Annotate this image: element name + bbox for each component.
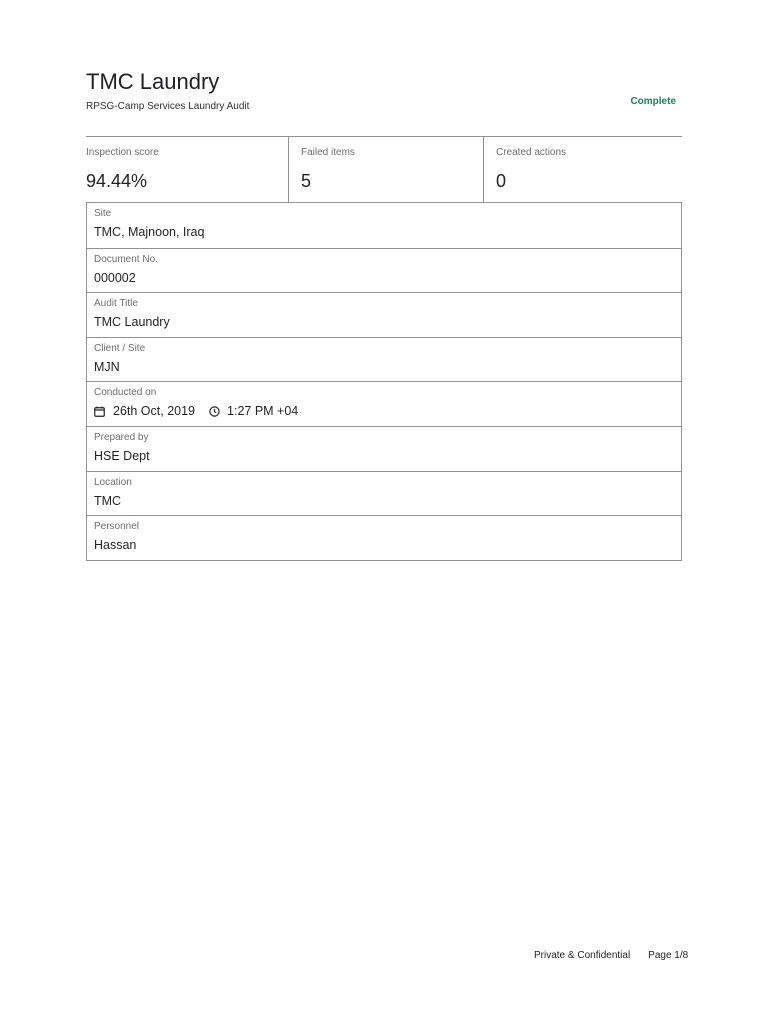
stat-inspection-score	[86, 137, 289, 203]
field-label: Location	[94, 476, 132, 488]
field-label: Personnel	[94, 521, 140, 533]
field-value: TMC, Majnoon, Iraq	[94, 225, 205, 239]
field-value: TMC	[94, 493, 122, 508]
summary-stats	[86, 137, 682, 203]
field-value: Hassan	[94, 538, 137, 553]
page-title: TMC Laundry	[86, 69, 220, 94]
field-personnel	[87, 515, 681, 560]
field-document-no	[87, 248, 681, 293]
field-site	[87, 203, 681, 248]
page-number: Page 1/8	[648, 950, 689, 961]
field-audit-title	[87, 292, 681, 337]
status-badge: Complete	[630, 96, 676, 107]
conducted-date: 26th Oct, 2019	[113, 404, 196, 419]
field-label: Conducted on	[94, 387, 157, 399]
field-value: MJN	[94, 359, 120, 374]
field-location	[87, 471, 681, 516]
page-subtitle: RPSG-Camp Services Laundry Audit	[86, 101, 250, 112]
clock-icon	[209, 406, 220, 417]
stat-value: 5	[301, 171, 312, 191]
stat-label: Inspection score	[86, 147, 159, 158]
field-label: Document No.	[94, 253, 158, 265]
field-value: 000002	[94, 270, 136, 285]
field-label: Prepared by	[94, 431, 149, 443]
field-label: Client / Site	[94, 342, 146, 354]
stat-label: Created actions	[496, 147, 567, 158]
field-label: Audit Title	[94, 298, 138, 310]
field-client-site	[87, 337, 681, 382]
stat-value: 0	[496, 171, 507, 191]
conducted-datetime	[94, 404, 298, 418]
stat-created-actions	[484, 137, 682, 203]
field-value: HSE Dept	[94, 448, 150, 463]
calendar-icon	[94, 406, 105, 417]
report-header	[86, 68, 682, 118]
audit-details-table	[86, 202, 682, 561]
field-prepared-by	[87, 426, 681, 471]
field-conducted-on	[87, 381, 681, 426]
stat-value: 94.44%	[86, 171, 148, 191]
stat-failed-items	[289, 137, 484, 203]
field-label: Site	[94, 208, 112, 219]
field-value: TMC Laundry	[94, 315, 170, 330]
confidential-notice: Private & Confidential	[534, 950, 631, 961]
page-footer	[534, 950, 688, 961]
stat-label: Failed items	[301, 147, 355, 158]
conducted-time: 1:27 PM +04	[227, 404, 299, 419]
